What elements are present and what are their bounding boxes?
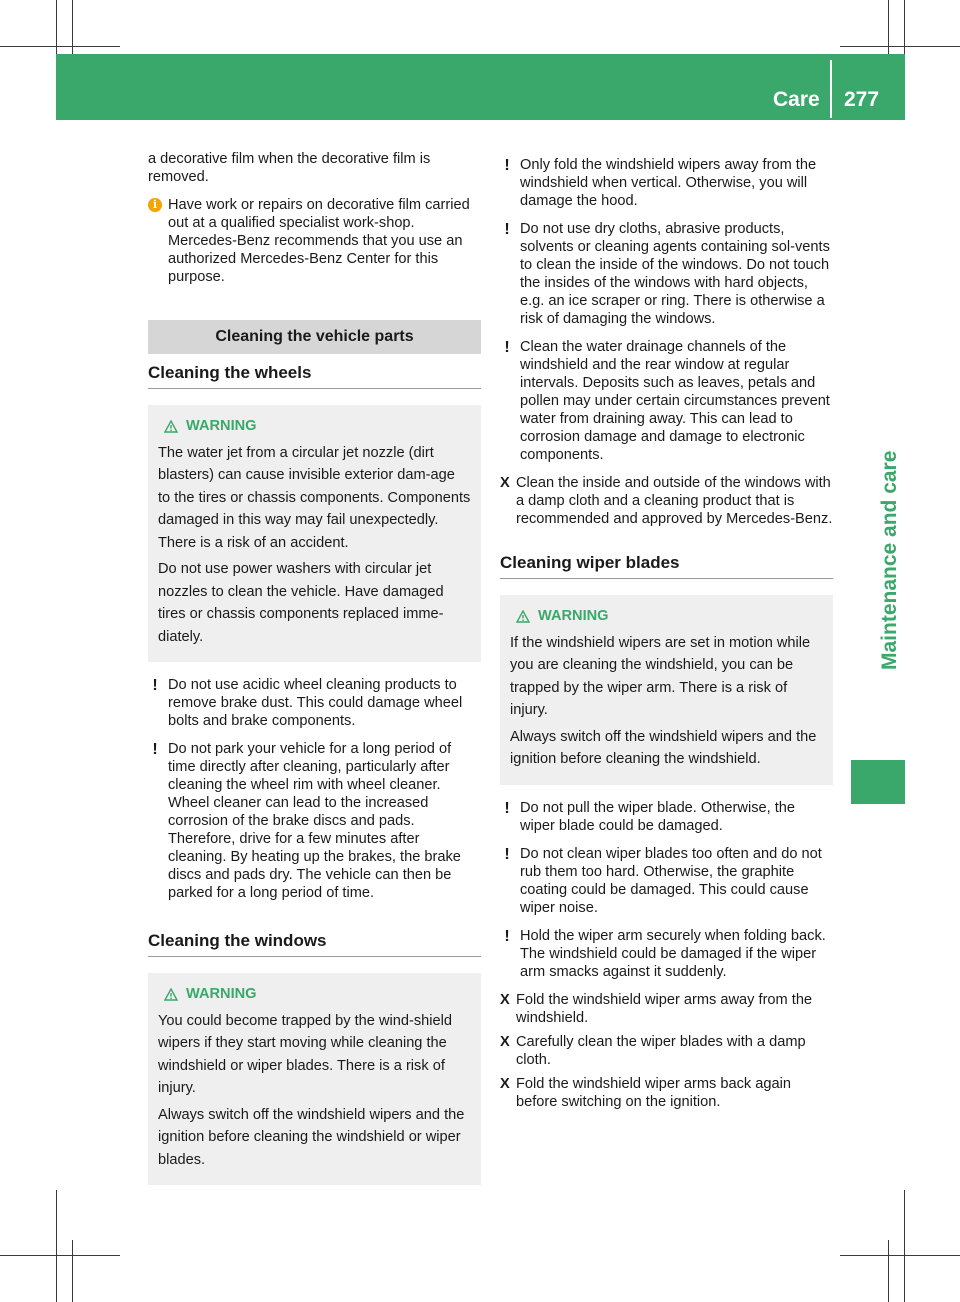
warning-heading xyxy=(158,415,471,438)
chapter-tab-label: Maintenance and care xyxy=(878,450,901,670)
caution-note xyxy=(500,156,833,210)
info-icon: i xyxy=(148,198,162,212)
warning-heading xyxy=(510,605,823,628)
caution-text: Do not pull the wiper blade. Otherwise, the wiper blade could be damaged. xyxy=(520,799,796,834)
warning-label: WARNING xyxy=(186,418,257,434)
step-icon: X xyxy=(500,991,510,1008)
caution-note xyxy=(500,845,833,917)
left-column xyxy=(148,150,481,1199)
caution-icon: ! xyxy=(504,221,510,238)
intro-text: a decorative film when the decorative film is removed. xyxy=(148,151,431,185)
caution-text: Do not park your vehicle for a long period of time directly after cleaning, particularly after cleaning the wheel rim with wheel cleaner. Wheel cleaner can lead to the increased corrosion of the brake discs and pads. Therefore, drive for a few minutes after cleaning. By heating up the brakes, the brake discs and pads dry. The vehicle can then be parked for a long period of time. xyxy=(168,741,461,901)
instruction-step xyxy=(500,474,833,528)
caution-text: Clean the water drainage channels of the windshield and the rear window at regular intervals. Deposits such as leaves, petals and pollen may under certain circumstances prevent water from draining away. This can lead to corrosion damage and damage to electronic components. xyxy=(520,339,830,463)
section-heading: Cleaning the vehicle parts xyxy=(148,320,481,354)
caution-text: Do not use dry cloths, abrasive products, solvents or cleaning agents containing sol-vents to clean the inside of the windows. Do not touch the insides of the windows with hard objects, e.g. an ice scraper or ring. There is otherwise a risk of damaging the windows. xyxy=(520,221,830,327)
instruction-step xyxy=(500,1075,833,1111)
crop-mark xyxy=(840,1255,960,1256)
caution-note xyxy=(500,927,833,981)
crop-mark xyxy=(56,1190,57,1302)
caution-note xyxy=(500,220,833,328)
warning-box xyxy=(148,405,481,662)
instruction-step xyxy=(500,1033,833,1069)
caution-text: Hold the wiper arm securely when folding back. The windshield could be damaged if the wiper arm smacks against it suddenly. xyxy=(520,927,826,980)
caution-icon: ! xyxy=(504,927,510,945)
caution-note xyxy=(500,338,833,464)
caution-icon: ! xyxy=(504,157,510,174)
subheading-wheels: Cleaning the wheels xyxy=(148,364,481,389)
caution-icon: ! xyxy=(152,741,158,758)
crop-mark xyxy=(72,0,73,60)
step-text: Clean the inside and outside of the windows with a damp cloth and a cleaning product that is recommended and approved by Mercedes-Benz. xyxy=(516,475,833,527)
warning-text: Always switch off the windshield wipers and the ignition before cleaning the windshield. xyxy=(510,728,817,767)
crop-mark xyxy=(904,1190,905,1302)
right-column xyxy=(500,156,833,1117)
step-icon: X xyxy=(500,475,510,491)
warning-text: If the windshield wipers are set in motion while you are cleaning the windshield, you can be trapped by the wiper arm. There is a risk of injury. xyxy=(510,634,811,718)
caution-icon: ! xyxy=(504,799,510,817)
page-number: 277 xyxy=(844,88,880,111)
warning-box xyxy=(500,595,833,785)
header-divider xyxy=(830,60,832,118)
chapter-tab-marker xyxy=(851,760,905,804)
warning-label: WARNING xyxy=(538,608,609,624)
warning-text: You could become trapped by the wind-shield wipers if they start moving while cleaning the windshield or wiper blades. There is a risk of injury. xyxy=(158,1012,452,1096)
warning-text: The water jet from a circular jet nozzle (dirt blasters) can cause invisible exterior dam-age to the tires or chassis components. Components damaged in this way may fail unexpectedly. There is a risk of an accident. xyxy=(158,444,471,551)
caution-text: Do not clean wiper blades too often and do not rub them too hard. Otherwise, the graphite coating could be damaged. This could cause wiper noise. xyxy=(520,845,822,916)
crop-mark xyxy=(888,0,889,60)
step-text: Fold the windshield wiper arms away from the windshield. xyxy=(516,991,813,1026)
warning-heading xyxy=(158,983,471,1006)
crop-mark xyxy=(888,1240,889,1302)
caution-text: Do not use acidic wheel cleaning products to remove brake dust. This could damage wheel bolts and brake components. xyxy=(168,677,463,729)
caution-note xyxy=(148,676,481,730)
info-text: Have work or repairs on decorative film carried out at a qualified specialist work-shop. Mercedes-Benz recommends that you use an authorized Mercedes-Benz Center for this purpose. xyxy=(168,197,470,285)
caution-icon: ! xyxy=(504,845,510,863)
caution-note xyxy=(148,740,481,902)
crop-mark xyxy=(0,46,120,47)
warning-text: Do not use power washers with circular jet nozzles to clean the vehicle. Have damaged tires or chassis components replaced imme-diately. xyxy=(158,561,444,645)
warning-triangle-icon xyxy=(164,988,178,1001)
warning-triangle-icon xyxy=(516,610,530,623)
caution-note xyxy=(500,799,833,835)
step-icon: X xyxy=(500,1033,510,1050)
section-title: Care xyxy=(773,88,820,111)
subheading-windows: Cleaning the windows xyxy=(148,932,481,957)
caution-icon: ! xyxy=(504,339,510,356)
info-note xyxy=(148,196,481,286)
step-text: Carefully clean the wiper blades with a damp cloth. xyxy=(516,1033,806,1068)
caution-text: Only fold the windshield wipers away from the windshield when vertical. Otherwise, you will damage the hood. xyxy=(520,157,817,209)
caution-icon: ! xyxy=(152,677,158,694)
warning-text: Always switch off the windshield wipers and the ignition before cleaning the windshield or wiper blades. xyxy=(158,1106,465,1168)
warning-triangle-icon xyxy=(164,420,178,433)
crop-mark xyxy=(0,1255,120,1256)
warning-label: WARNING xyxy=(186,986,257,1002)
subheading-wipers: Cleaning wiper blades xyxy=(500,554,833,579)
crop-mark xyxy=(840,46,960,47)
crop-mark xyxy=(72,1240,73,1302)
warning-box xyxy=(148,973,481,1185)
step-text: Fold the windshield wiper arms back again before switching on the ignition. xyxy=(516,1075,791,1110)
instruction-step xyxy=(500,991,833,1027)
step-icon: X xyxy=(500,1075,510,1092)
